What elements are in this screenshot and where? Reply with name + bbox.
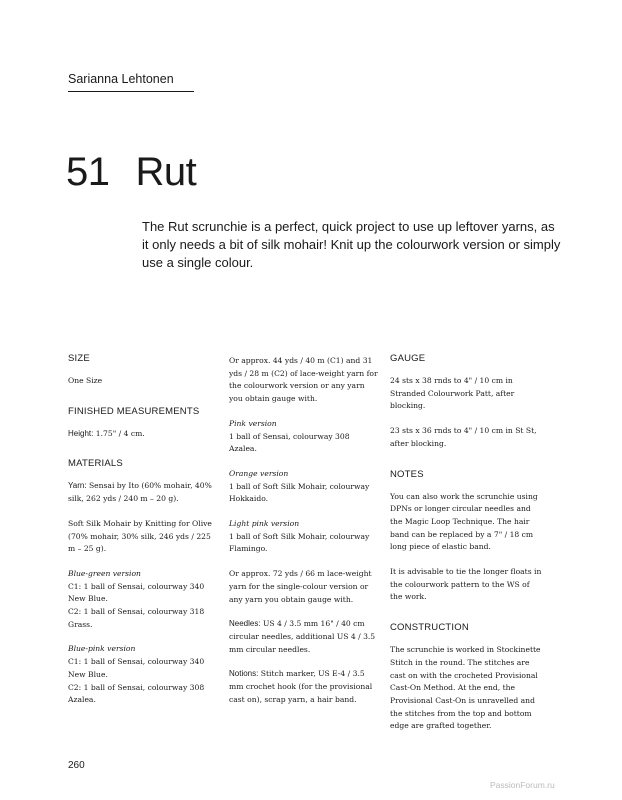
pattern-number: 51 bbox=[66, 150, 110, 194]
blue-pink-c1: C1: 1 ball of Sensai, colourway 340 New Blue. bbox=[68, 657, 205, 679]
notions-label: Notions: bbox=[229, 669, 259, 679]
light-pink-block bbox=[229, 518, 379, 556]
needles-text: US 4 / 3.5 mm 16" / 40 cm circular needles, additional US 4 / 3.5 mm circular needles. bbox=[229, 619, 376, 654]
blue-green-block bbox=[68, 568, 216, 632]
approx-single-colour: Or approx. 72 yds / 66 m lace-weight yarn for the single-colour version or any yarn you obtain gauge with. bbox=[229, 569, 372, 604]
materials-heading: MATERIALS bbox=[68, 458, 123, 470]
yarn-label: Yarn: bbox=[68, 481, 87, 491]
blue-pink-title: Blue-pink version bbox=[68, 644, 136, 654]
notes-needles: You can also work the scrunchie using DPNs or longer circular needles and the Magic Loop Technique. The hair band can be replaced by a 7" / 18 cm long piece of elastic band. bbox=[390, 491, 538, 552]
gauge-colourwork: 24 sts x 38 rnds to 4" / 10 cm in Stranded Colourwork Patt, after blocking. bbox=[390, 376, 515, 411]
needles-label: Needles: bbox=[229, 619, 261, 629]
pattern-name: Rut bbox=[135, 150, 197, 194]
orange-title: Orange version bbox=[229, 468, 289, 478]
author-name: Sarianna Lehtonen bbox=[68, 72, 194, 92]
pink-block bbox=[229, 418, 379, 456]
yarn-text: Sensai by Ito (60% mohair, 40% silk, 262 yds / 240 m – 20 g). bbox=[68, 481, 212, 504]
gauge-stst: 23 sts x 36 rnds to 4" / 10 cm in St St, after blocking. bbox=[390, 426, 537, 448]
construction-heading: CONSTRUCTION bbox=[390, 622, 469, 634]
size-value: One Size bbox=[68, 376, 103, 385]
column-middle bbox=[229, 355, 379, 718]
notions-line bbox=[229, 668, 379, 706]
page-number: 260 bbox=[68, 760, 85, 771]
finished-heading: FINISHED MEASUREMENTS bbox=[68, 405, 200, 417]
blue-pink-c2: C2: 1 ball of Sensai, colourway 308 Azalea. bbox=[68, 682, 205, 705]
blue-green-c1: C1: 1 ball of Sensai, colourway 340 New Blue. bbox=[68, 581, 205, 604]
pink-text: 1 ball of Sensai, colourway 308 Azalea. bbox=[229, 431, 350, 454]
orange-block bbox=[229, 468, 379, 506]
construction-text: The scrunchie is worked in Stockinette Stitch in the round. The stitches are cast on with the crocheted Provisional Cast-On Method. At the end, the Provisional Cast-On is unravelled and the stitches from the top and bottom edge are grafted together. bbox=[390, 645, 541, 731]
blue-green-c2: C2: 1 ball of Sensai, colourway 318 Grass. bbox=[68, 607, 205, 629]
column-right bbox=[390, 353, 542, 745]
gauge-heading: GAUGE bbox=[390, 353, 426, 364]
yarn2-text: Soft Silk Mohair by Knitting for Olive (70% mohair, 30% silk, 246 yds / 225 m – 25 g). bbox=[68, 518, 212, 554]
intro-paragraph: The Rut scrunchie is a perfect, quick project to use up leftover yarns, as it only needs a bit of silk mohair! Knit up the colourwork version or simply use a single colour. bbox=[142, 219, 561, 270]
size-heading: SIZE bbox=[68, 353, 90, 364]
blue-pink-block bbox=[68, 643, 216, 707]
notes-floats: It is advisable to tie the longer floats in the colourwork pattern to the WS of the work. bbox=[390, 567, 542, 602]
pink-title: Pink version bbox=[229, 418, 277, 428]
light-pink-title: Light pink version bbox=[229, 519, 300, 529]
watermark: PassionForum.ru bbox=[490, 780, 555, 790]
orange-text: 1 ball of Soft Silk Mohair, colourway Hokkaido. bbox=[229, 481, 370, 504]
height-label: Height: bbox=[68, 428, 94, 438]
approx-colourwork: Or approx. 44 yds / 40 m (C1) and 31 yds / 28 m (C2) of lace-weight yarn for the colourwork version or any yarn you obtain gauge with. bbox=[229, 356, 378, 404]
height-value: 1.75" / 4 cm. bbox=[95, 428, 145, 438]
light-pink-text: 1 ball of Soft Silk Mohair, colourway Flamingo. bbox=[229, 531, 370, 554]
yarn-line bbox=[68, 480, 216, 505]
notions-text: Stitch marker, US E-4 / 3.5 mm crochet hook (for the provisional cast on), scrap yarn, a hair band. bbox=[229, 669, 373, 704]
needles-line bbox=[229, 618, 379, 656]
blue-green-title: Blue-green version bbox=[68, 568, 141, 578]
column-left bbox=[68, 353, 216, 719]
finished-height bbox=[68, 428, 216, 441]
notes-heading: NOTES bbox=[390, 468, 424, 480]
pattern-title bbox=[66, 150, 196, 195]
